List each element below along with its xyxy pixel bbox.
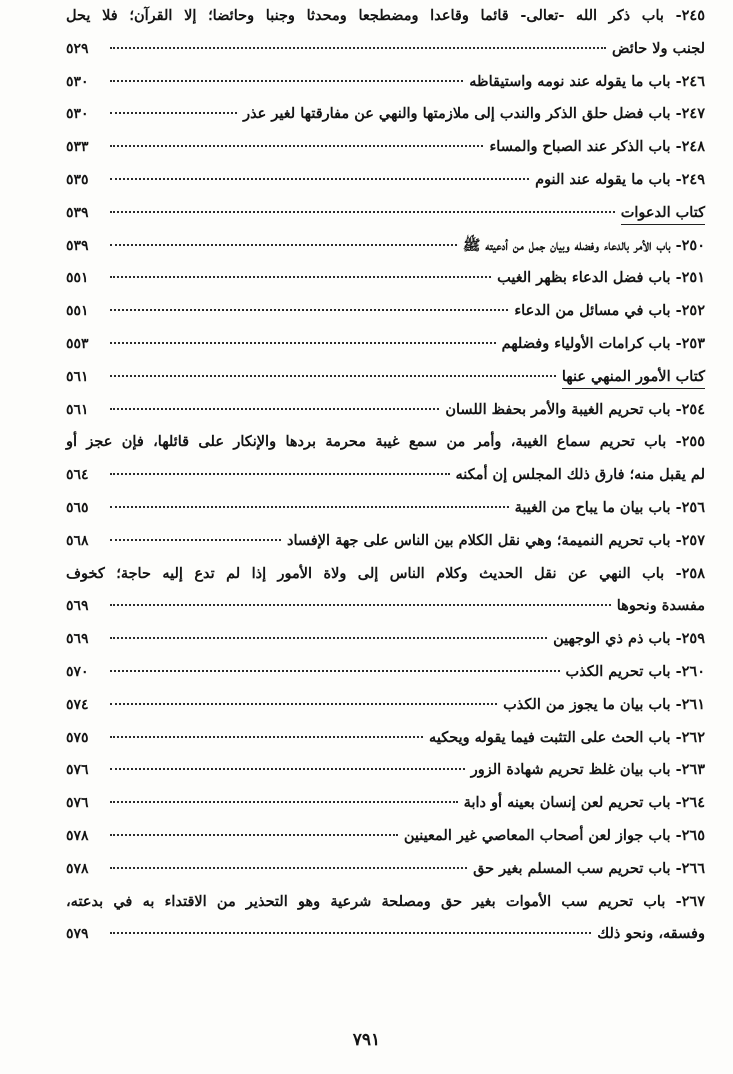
leader-dots: [110, 834, 398, 836]
entry-page-number: ٥٧٠: [66, 663, 89, 680]
leader-dots: [110, 375, 556, 377]
entry-page-number: ٥٣٥: [66, 171, 89, 188]
entry-title: ٢٥٧- باب تحريم النميمة؛ وهي نقل الكلام بين الناس على جهة الإفساد: [286, 531, 705, 549]
entry-title: ٢٥٩- باب ذم ذي الوجهين: [553, 630, 705, 648]
toc-row: [66, 328, 705, 361]
entry-page-number: ٥٥١: [66, 270, 89, 287]
entry-title: ٢٤٩- باب ما يقوله عند النوم: [535, 170, 705, 188]
toc-row: [66, 262, 705, 295]
leader-dots: [110, 244, 457, 246]
entry-title: ٢٦١- باب بيان ما يجوز من الكذب: [503, 695, 705, 713]
leader-dots: [110, 178, 529, 180]
leader-dots: [110, 276, 491, 278]
entry-title: ٢٥٤- باب تحريم الغيبة والأمر بحفظ اللسان: [445, 400, 705, 418]
leader-dots: [110, 211, 615, 213]
leader-dots: [110, 309, 508, 311]
leader-dots: [110, 670, 560, 672]
leader-dots: [110, 112, 237, 114]
toc-section-row: [66, 361, 705, 394]
entry-title: ٢٤٧- باب فضل حلق الذكر والندب إلى ملازمتها والنهي عن مفارقتها لغير عذر: [243, 105, 705, 123]
section-title: كتاب الدعوات: [621, 202, 705, 225]
entry-page-number: ٥٦٤: [66, 467, 89, 484]
entry-title: ٢٦٠- باب تحريم الكذب: [565, 662, 705, 680]
leader-dots: [110, 932, 591, 934]
entry-title: ٢٤٦- باب ما يقوله عند نومه واستيقاظه: [469, 72, 705, 90]
toc-row: [66, 394, 705, 427]
leader-dots: [110, 801, 458, 803]
entry-title: ٢٥٥- باب تحريم سماع الغيبة، وأمر من سمع غيبة محرمة بردها والإنكار على قائلها، فإن عجز أو: [66, 433, 705, 451]
toc-row: [66, 853, 705, 886]
entry-page-number: ٥٦١: [66, 368, 89, 385]
entry-page-number: ٥٦٥: [66, 499, 89, 516]
entry-page-number: ٥٥١: [66, 303, 89, 320]
entry-page-number: ٥٧٨: [66, 860, 89, 877]
entry-title: ٢٥٠- باب الأمر بالدعاء وفضله وبيان جمل من أدعيته ﷺ: [462, 236, 705, 254]
leader-dots: [110, 703, 497, 705]
leader-dots: [110, 539, 281, 541]
leader-dots: [110, 145, 483, 147]
entry-title: ٢٦٦- باب تحريم سب المسلم بغير حق: [473, 859, 705, 877]
entry-title: وفسقه، ونحو ذلك: [597, 925, 705, 943]
leader-dots: [110, 408, 439, 410]
toc-row: [66, 525, 705, 558]
entry-title: ٢٥٦- باب بيان ما يباح من الغيبة: [514, 498, 705, 516]
toc-row: [66, 787, 705, 820]
toc-row: [66, 886, 705, 919]
entry-title: ٢٤٨- باب الذكر عند الصباح والمساء: [489, 138, 705, 156]
entry-title: ٢٥٢- باب في مسائل من الدعاء: [514, 302, 705, 320]
leader-dots: [110, 637, 547, 639]
entry-page-number: ٥٣٩: [66, 237, 89, 254]
leader-dots: [110, 736, 423, 738]
entry-title: ٢٦٣- باب بيان غلظ تحريم شهادة الزور: [470, 761, 705, 779]
table-of-contents: [66, 0, 705, 951]
entry-page-number: ٥٧٦: [66, 762, 89, 779]
toc-row: [66, 230, 705, 263]
toc-row: [66, 426, 705, 459]
toc-row: [66, 689, 705, 722]
toc-row: [66, 590, 705, 623]
entry-title: ٢٦٧- باب تحريم سب الأموات بغير حق ومصلحة شرعية وهو التحذير من الاقتداء به في بدعته،: [66, 892, 705, 910]
entry-page-number: ٥٣٠: [66, 106, 89, 123]
entry-title: ٢٥٣- باب كرامات الأولياء وفضلهم: [501, 334, 705, 352]
toc-row: [66, 164, 705, 197]
entry-title: ٢٦٢- باب الحث على التثبت فيما يقوله ويحكيه: [429, 728, 705, 746]
entry-page-number: ٥٧٤: [66, 696, 89, 713]
toc-row: [66, 722, 705, 755]
toc-row: [66, 492, 705, 525]
leader-dots: [110, 80, 463, 82]
entry-page-number: ٥٣٩: [66, 204, 89, 221]
leader-dots: [110, 768, 465, 770]
page-number: ٧٩١: [352, 1030, 381, 1050]
entry-page-number: ٥٦٨: [66, 532, 89, 549]
toc-row: [66, 98, 705, 131]
toc-row: [66, 820, 705, 853]
leader-dots: [110, 604, 611, 606]
entry-title: ٢٥٨- باب النهي عن نقل الحديث وكلام الناس إلى ولاة الأمور إذا لم تدع إليه حاجة؛ كخوف: [66, 564, 705, 582]
leader-dots: [110, 506, 509, 508]
entry-title: ٢٦٥- باب جواز لعن أصحاب المعاصي غير المعينين: [403, 826, 705, 844]
entry-page-number: ٥٥٣: [66, 335, 89, 352]
entry-title: مفسدة ونحوها: [616, 597, 705, 615]
toc-row: [66, 131, 705, 164]
entry-page-number: ٥٧٦: [66, 795, 89, 812]
entry-page-number: ٥٢٩: [66, 40, 89, 57]
entry-title: لم يقبل منه؛ فارق ذلك المجلس إن أمكنه: [455, 466, 705, 484]
toc-row: [66, 656, 705, 689]
entry-page-number: ٥٦١: [66, 401, 89, 418]
leader-dots: [110, 867, 467, 869]
entry-page-number: ٥٣٠: [66, 73, 89, 90]
entry-page-number: ٥٧٩: [66, 926, 89, 943]
toc-row: [66, 623, 705, 656]
entry-title: ٢٤٥- باب ذكر الله -تعالى- قائما وقاعدا ومضطجعا ومحدثا وجنبا وحائضا؛ إلا القرآن؛ فلا يحل: [66, 7, 705, 24]
toc-row: [66, 295, 705, 328]
toc-row: [66, 66, 705, 99]
entry-page-number: ٥٧٥: [66, 729, 89, 746]
toc-row: [66, 33, 705, 66]
entry-page-number: ٥٦٩: [66, 631, 89, 648]
leader-dots: [110, 473, 450, 475]
leader-dots: [110, 47, 606, 49]
entry-page-number: ٥٣٣: [66, 139, 89, 156]
toc-row: [66, 459, 705, 492]
entry-page-number: ٥٦٩: [66, 598, 89, 615]
toc-row: [66, 754, 705, 787]
toc-row: [66, 918, 705, 951]
section-title: كتاب الأمور المنهي عنها: [562, 366, 705, 389]
entry-title: ٢٥١- باب فضل الدعاء بظهر الغيب: [497, 269, 705, 287]
leader-dots: [110, 342, 496, 344]
toc-row: [66, 558, 705, 591]
toc-row: [66, 0, 705, 33]
toc-section-row: [66, 197, 705, 230]
entry-title: ٢٦٤- باب تحريم لعن إنسان بعينه أو دابة: [463, 794, 705, 812]
entry-title: لجنب ولا حائض: [612, 39, 705, 57]
entry-page-number: ٥٧٨: [66, 827, 89, 844]
